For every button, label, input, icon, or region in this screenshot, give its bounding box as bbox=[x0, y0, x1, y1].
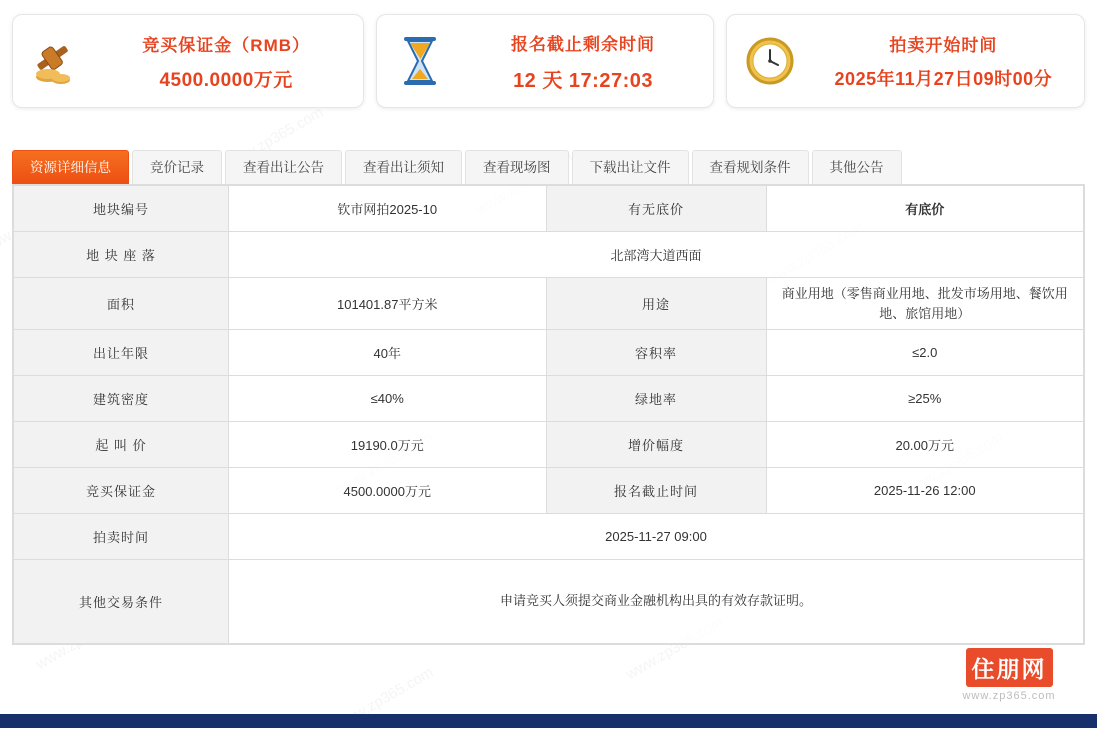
table-row bbox=[14, 278, 1084, 330]
row-label-parcel-no: 地块编号 bbox=[14, 186, 229, 232]
table-row bbox=[14, 468, 1084, 514]
table-row bbox=[14, 232, 1084, 278]
row-value-area: 101401.87平方米 bbox=[229, 278, 547, 330]
start-time-title: 拍卖开始时间 bbox=[889, 36, 998, 55]
countdown-value: 12 天 17:27:03 bbox=[513, 69, 653, 92]
row-label-auction-time: 拍卖时间 bbox=[14, 514, 229, 560]
row-label-starting-price: 起 叫 价 bbox=[14, 422, 229, 468]
countdown-title: 报名截止剩余时间 bbox=[511, 34, 656, 54]
detail-table bbox=[13, 185, 1084, 644]
row-label-area: 面积 bbox=[14, 278, 229, 330]
tab-bar bbox=[12, 151, 1085, 184]
detail-table-wrap bbox=[12, 184, 1085, 645]
start-time-card-body bbox=[813, 31, 1084, 91]
site-logo bbox=[939, 648, 1079, 702]
row-value-usage: 商业用地（零售商业用地、批发市场用地、餐饮用地、旅馆用地） bbox=[766, 278, 1084, 330]
row-value-bid-increment: 20.00万元 bbox=[766, 422, 1084, 468]
row-label-registration-deadline: 报名截止时间 bbox=[546, 468, 766, 514]
table-row bbox=[14, 186, 1084, 232]
tab-download-documents[interactable]: 下载出让文件 bbox=[572, 150, 689, 184]
tab-view-planning-conditions[interactable]: 查看规划条件 bbox=[692, 150, 809, 184]
summary-cards bbox=[0, 0, 1097, 108]
row-label-bid-increment: 增价幅度 bbox=[546, 422, 766, 468]
row-value-parcel-no: 钦市网拍2025-10 bbox=[229, 186, 547, 232]
row-label-usage: 用途 bbox=[546, 278, 766, 330]
tab-other-announcements[interactable]: 其他公告 bbox=[812, 150, 902, 184]
row-label-building-density: 建筑密度 bbox=[14, 376, 229, 422]
row-label-deposit: 竞买保证金 bbox=[14, 468, 229, 514]
clock-icon bbox=[727, 35, 813, 87]
row-value-registration-deadline: 2025-11-26 12:00 bbox=[766, 468, 1084, 514]
table-row bbox=[14, 422, 1084, 468]
row-value-far: ≤2.0 bbox=[766, 330, 1084, 376]
table-row bbox=[14, 376, 1084, 422]
page-bottom-bar bbox=[0, 714, 1097, 728]
deposit-title: 竞买保证金（RMB） bbox=[142, 35, 311, 55]
row-value-green-ratio: ≥25% bbox=[766, 376, 1084, 422]
tab-view-announcement[interactable]: 查看出让公告 bbox=[225, 150, 342, 184]
row-value-location: 北部湾大道西面 bbox=[229, 232, 1084, 278]
tab-view-site-photos[interactable]: 查看现场图 bbox=[465, 150, 569, 184]
deposit-card-body bbox=[99, 31, 363, 92]
table-row bbox=[14, 560, 1084, 644]
table-row bbox=[14, 514, 1084, 560]
row-label-other-conditions: 其他交易条件 bbox=[14, 560, 229, 644]
tab-bid-records[interactable]: 竞价记录 bbox=[132, 150, 222, 184]
table-row bbox=[14, 330, 1084, 376]
row-value-other-conditions: 申请竞买人须提交商业金融机构出具的有效存款证明。 bbox=[229, 560, 1084, 644]
tab-resource-details[interactable]: 资源详细信息 bbox=[12, 150, 129, 184]
row-value-reserve-price: 有底价 bbox=[766, 186, 1084, 232]
row-label-green-ratio: 绿地率 bbox=[546, 376, 766, 422]
start-time-value: 2025年11月27日09时00分 bbox=[834, 69, 1053, 89]
row-label-term: 出让年限 bbox=[14, 330, 229, 376]
start-time-card bbox=[726, 14, 1085, 108]
deposit-value: 4500.0000万元 bbox=[159, 69, 293, 91]
row-value-term: 40年 bbox=[229, 330, 547, 376]
site-logo-main: 住朋网 bbox=[966, 648, 1053, 687]
gavel-icon bbox=[13, 33, 99, 89]
row-value-building-density: ≤40% bbox=[229, 376, 547, 422]
deposit-card bbox=[12, 14, 364, 108]
row-label-reserve-price: 有无底价 bbox=[546, 186, 766, 232]
countdown-card-body bbox=[463, 30, 712, 93]
row-label-location: 地 块 座 落 bbox=[14, 232, 229, 278]
hourglass-icon bbox=[377, 33, 463, 89]
row-value-auction-time: 2025-11-27 09:00 bbox=[229, 514, 1084, 560]
tab-view-notice[interactable]: 查看出让须知 bbox=[345, 150, 462, 184]
row-value-starting-price: 19190.0万元 bbox=[229, 422, 547, 468]
countdown-card bbox=[376, 14, 713, 108]
row-value-deposit: 4500.0000万元 bbox=[229, 468, 547, 514]
site-logo-url: www.zp365.com bbox=[962, 690, 1056, 702]
row-label-far: 容积率 bbox=[546, 330, 766, 376]
